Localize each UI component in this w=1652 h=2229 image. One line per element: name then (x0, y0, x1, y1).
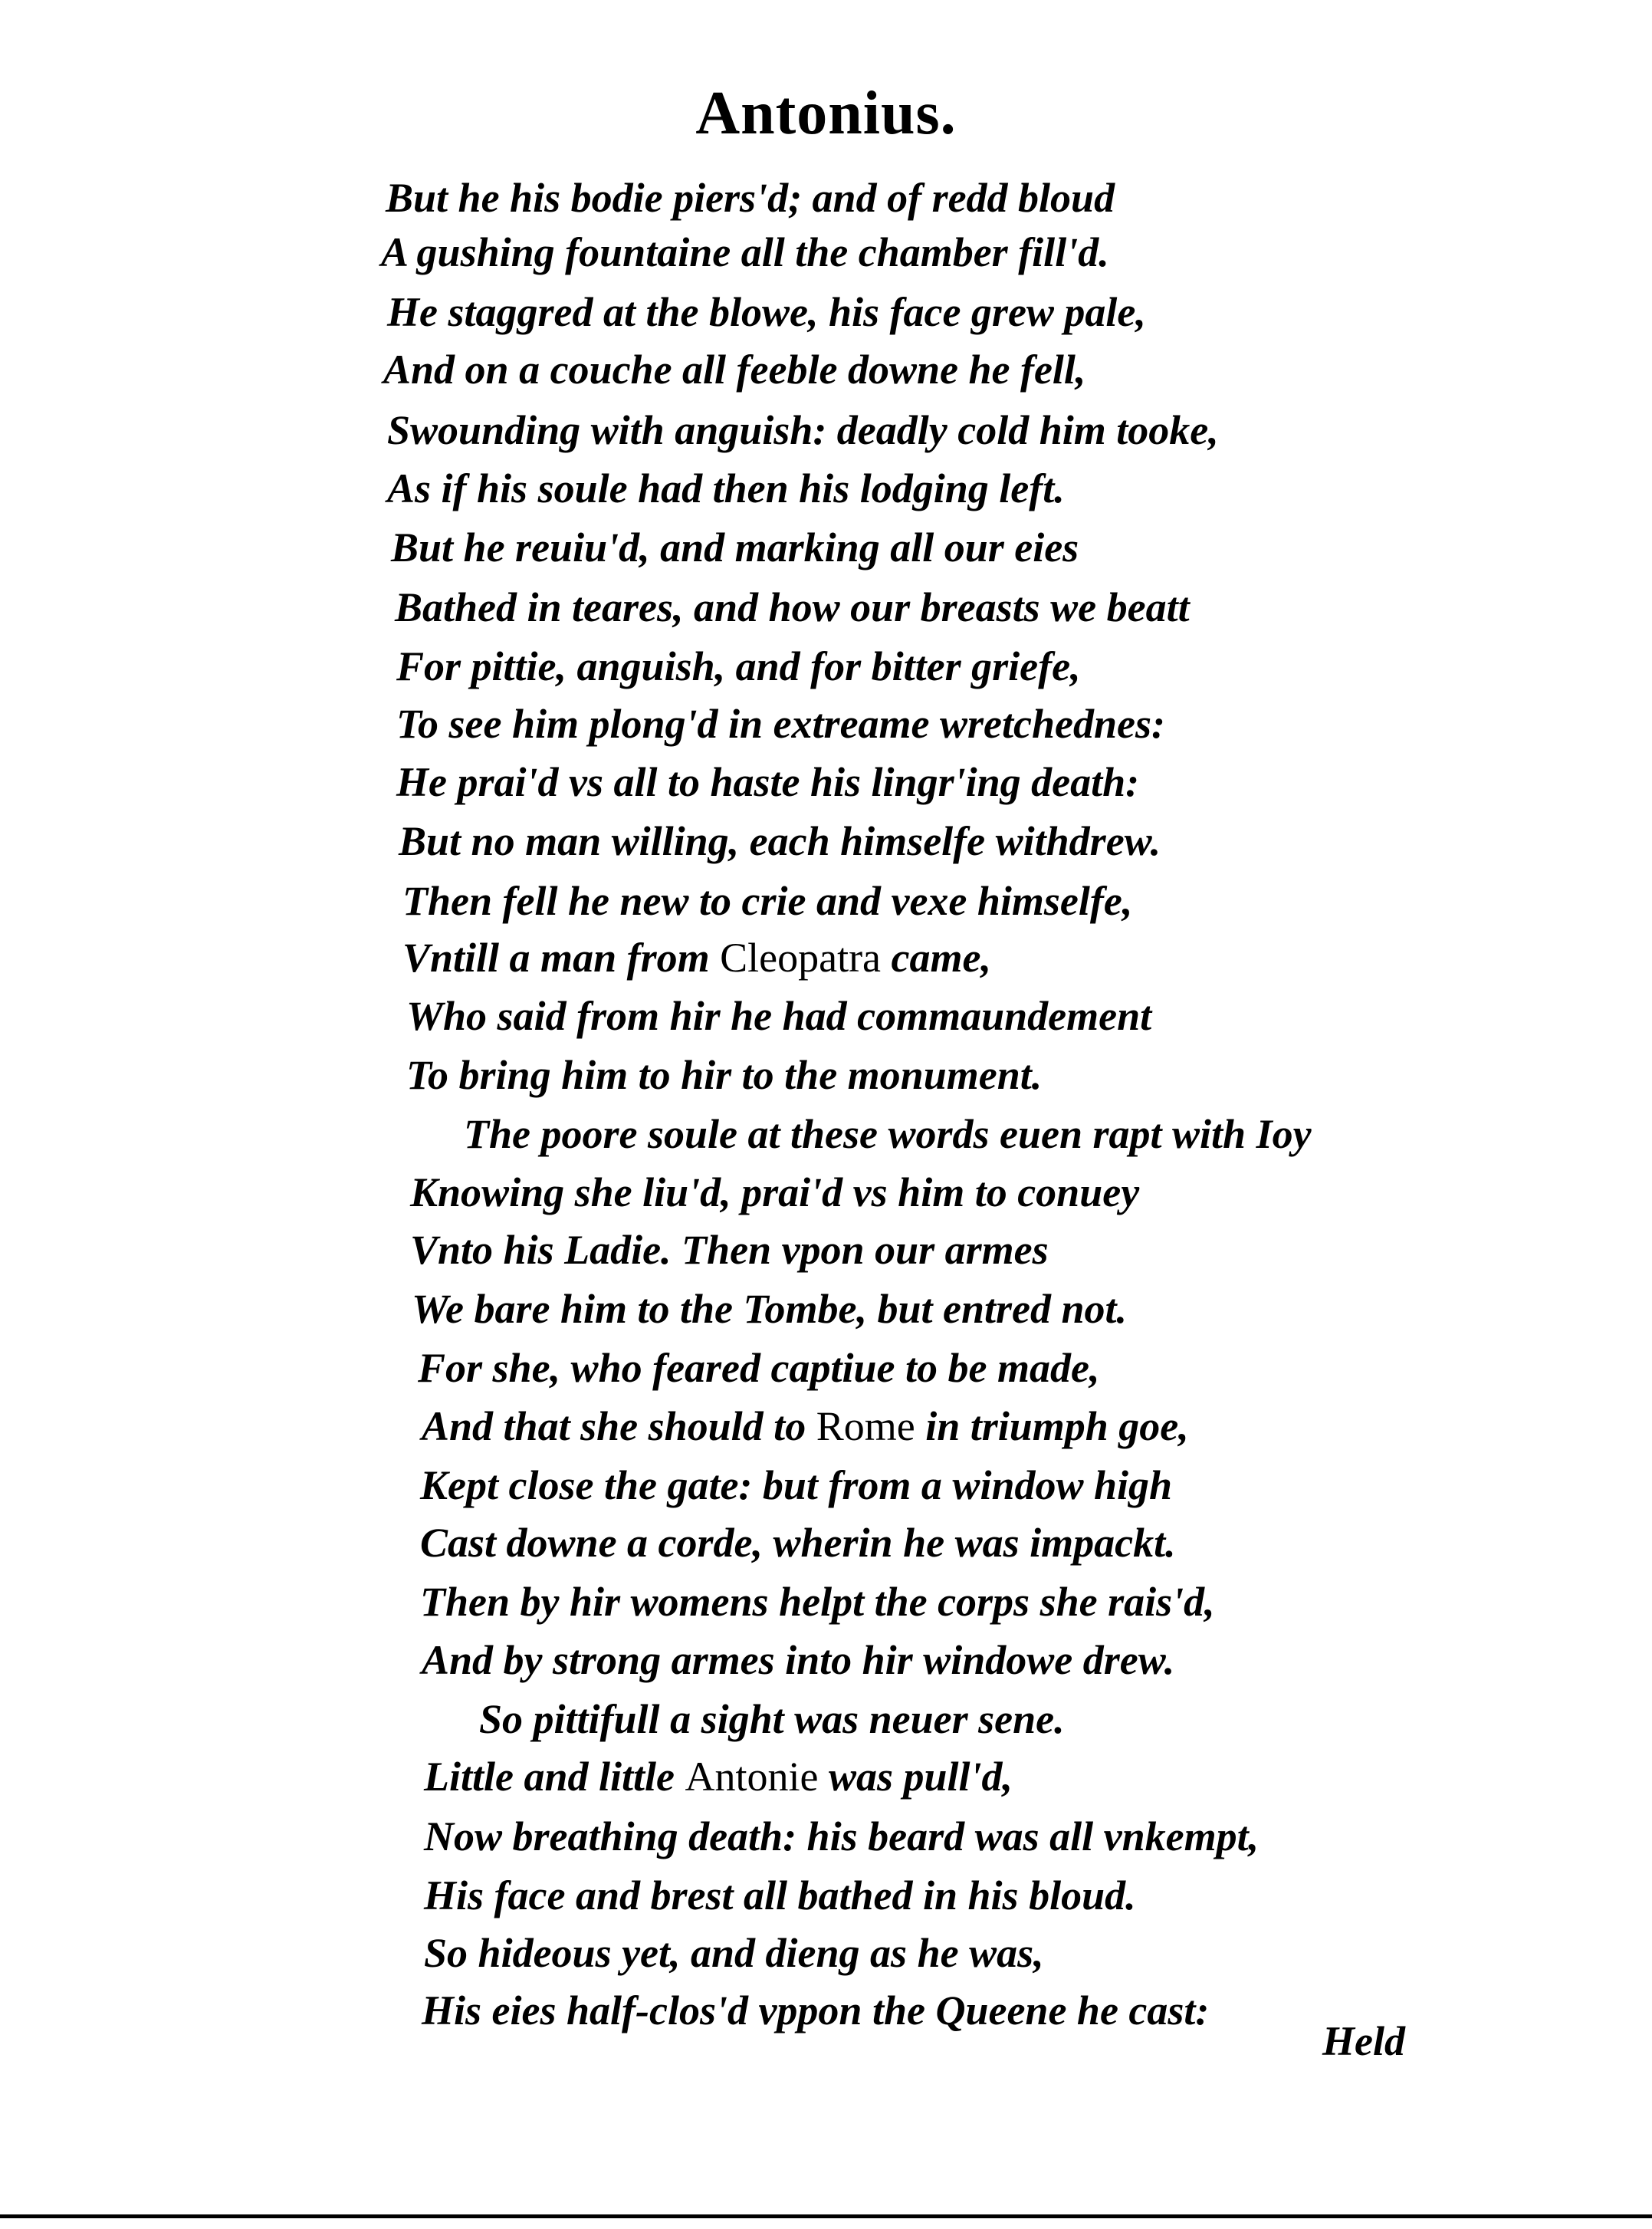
verse-line (420, 1579, 1215, 1625)
line-text: Vntill a man from (402, 935, 721, 981)
line-text: A gushing fountaine all the chamber fill'd. (381, 229, 1109, 275)
verse-line (422, 1639, 1174, 1681)
line-text: He prai'd vs all to haste his lingr'ing death: (396, 759, 1140, 805)
line-text: So hideous yet, and dieng as he was, (424, 1930, 1044, 1976)
bottom-rule (0, 2214, 1652, 2218)
verse-line (383, 347, 1086, 393)
line-text: But no man willing, each himselfe withdrew. (399, 818, 1161, 864)
verse-line (422, 1987, 1210, 2033)
line-text: And that she should to (422, 1403, 816, 1449)
verse-line (406, 995, 1151, 1037)
verse-line (387, 465, 1065, 511)
verse-line (424, 1932, 1044, 1974)
line-text: Swounding with anguish: deadly cold him tooke, (387, 407, 1219, 453)
line-text: But he reuiu'd, and marking all our eies (391, 524, 1079, 570)
line-text: We bare him to the Tombe, but entred not. (412, 1286, 1128, 1332)
verse-line (387, 291, 1146, 333)
verse-line (420, 1520, 1176, 1566)
line-text: Then by hir womens helpt the corps she rais'd, (420, 1579, 1215, 1625)
verse-line (386, 177, 1115, 219)
verse-line (406, 1054, 1042, 1096)
verse-line (422, 1405, 1189, 1447)
line-text: He staggred at the blowe, his face grew pale, (387, 289, 1146, 335)
line-text: But he his bodie piers'd; and of redd bloud (386, 175, 1115, 221)
line-text: His eies half-clos'd vppon the Queene he cast: (422, 1987, 1210, 2033)
verse-line (396, 761, 1139, 803)
catchword: Held (1322, 2018, 1405, 2064)
line-text: was pull'd, (818, 1754, 1013, 1800)
line-text: came, (881, 935, 991, 981)
verse-line (418, 1347, 1099, 1389)
line-text: Bathed in teares, and how our breasts we beatt (395, 584, 1190, 630)
line-text: To bring him to hir to the monument. (406, 1052, 1043, 1098)
verse-line (402, 880, 1132, 922)
verse-line (424, 1813, 1260, 1859)
verse-line (464, 1113, 1312, 1155)
line-text: To see him plong'd in extreame wretchednes: (396, 701, 1165, 747)
verse-line (412, 1288, 1127, 1330)
line-text: As if his soule had then his lodging left. (387, 465, 1065, 511)
verse-line (396, 703, 1165, 745)
line-text: For pittie, anguish, and for bitter griefe, (396, 643, 1081, 689)
verse-line (424, 1872, 1136, 1918)
verse-line (387, 409, 1219, 451)
line-text: So pittifull a sight was neuer sene. (479, 1696, 1065, 1742)
line-text: in triumph goe, (915, 1403, 1189, 1449)
verse-line (424, 1754, 1013, 1800)
verse-line (391, 524, 1079, 570)
line-text: The poore soule at these words euen rapt with Ioy (464, 1111, 1312, 1157)
line-text: Vnto his Ladie. Then vpon our armes (410, 1227, 1049, 1273)
line-text: And by strong armes into hir windowe drew. (422, 1637, 1175, 1683)
verse-line (381, 229, 1109, 275)
line-text-roman: Rome (816, 1403, 915, 1449)
line-text: Now breathing death: his beard was all vnkempt, (424, 1813, 1260, 1859)
verse-line (402, 935, 991, 981)
line-text: Cast downe a corde, wherin he was impackt. (420, 1520, 1176, 1566)
line-text: Knowing she liu'd, prai'd vs him to conuey (410, 1169, 1140, 1215)
verse-line (410, 1229, 1049, 1271)
line-text: For she, who feared captiue to be made, (418, 1345, 1100, 1391)
verse-line (396, 643, 1081, 689)
verse-line (420, 1462, 1173, 1508)
line-text: Then fell he new to crie and vexe himselfe, (402, 878, 1133, 924)
line-text-roman: Cleopatra (720, 935, 882, 981)
verse-line (395, 584, 1190, 630)
line-text: His face and brest all bathed in his bloud. (424, 1872, 1136, 1918)
line-text: And on a couche all feeble downe he fell, (383, 347, 1086, 393)
line-text: Little and little (424, 1754, 685, 1800)
page-title: Antonius. (695, 80, 957, 147)
line-text: Kept close the gate: but from a window high (420, 1462, 1173, 1508)
verse-line (399, 820, 1161, 862)
line-text: Who said from hir he had commaundement (406, 993, 1152, 1039)
verse-line (479, 1698, 1065, 1740)
verse-line (410, 1169, 1140, 1215)
line-text-roman: Antonie (685, 1754, 819, 1800)
